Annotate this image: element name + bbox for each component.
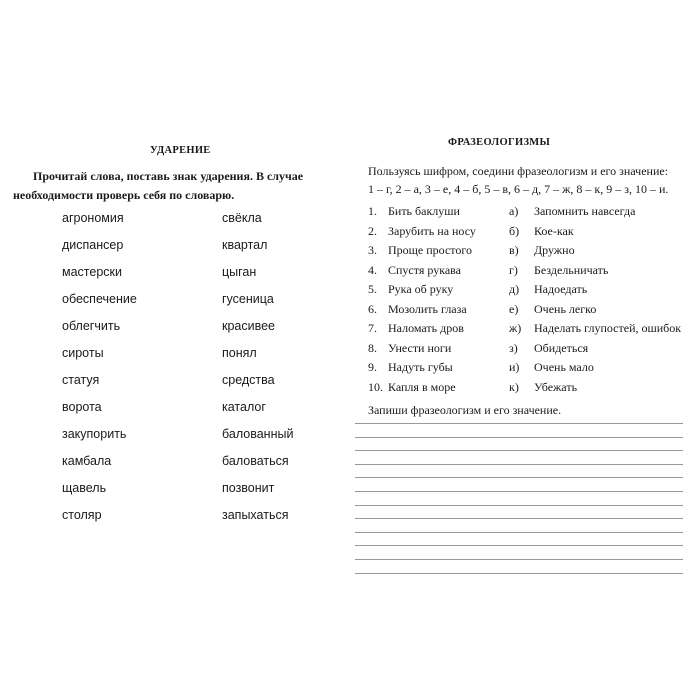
meaning-text: Запомнить навсегда	[534, 204, 636, 218]
meaning-letter: к)	[509, 379, 519, 394]
word-item: агрономия	[62, 211, 124, 225]
phrase-text: Спустя рукава	[388, 262, 462, 277]
writing-line	[355, 423, 683, 424]
word-item: камбала	[62, 454, 112, 468]
phrase-number: 2.	[368, 223, 377, 238]
writing-line	[355, 518, 683, 519]
writing-line	[355, 532, 683, 533]
phrase-number: 1.	[368, 204, 377, 218]
writing-line	[355, 491, 683, 492]
word-item: столяр	[62, 508, 102, 522]
meaning-letter: а)	[509, 204, 519, 218]
meaning-text: Кое-как	[534, 223, 574, 238]
phraseology-intro	[368, 162, 698, 198]
writing-line	[355, 505, 683, 506]
writing-line	[355, 573, 683, 574]
word-item: цыган	[222, 265, 257, 279]
word-item: статуя	[62, 373, 100, 387]
meaning-letter: в)	[509, 243, 519, 257]
meaning-text: Дружно	[534, 243, 575, 257]
phrase-text: Зарубить на носу	[388, 223, 476, 238]
phrase-number: 5.	[368, 282, 377, 296]
meaning-text: Наделать глупостей, ошибок	[534, 321, 682, 335]
word-item: красивее	[222, 319, 276, 333]
word-item: мастерски	[62, 265, 122, 279]
word-item: балованный	[222, 427, 294, 441]
stress-title: УДАРЕНИЕ	[150, 145, 211, 156]
phrase-text: Проще простого	[388, 243, 472, 257]
word-item: запыхаться	[222, 508, 289, 522]
phrase-number: 6.	[368, 301, 377, 316]
phrase-text: Надуть губы	[388, 360, 453, 374]
writing-line	[355, 464, 683, 465]
phrase-text: Наломать дров	[388, 321, 464, 335]
word-item: каталог	[222, 400, 266, 414]
meaning-text: Очень мало	[534, 360, 594, 374]
meaning-letter: г)	[509, 262, 518, 277]
meaning-letter: з)	[509, 340, 518, 355]
meaning-letter: д)	[509, 282, 520, 296]
meaning-text: Убежать	[534, 379, 578, 394]
cipher-line: 1 – г, 2 – а, 3 – е, 4 – б, 5 – в, 6 – д, 7 – ж, 8 – к, 9 – з, 10 – и.	[368, 182, 669, 196]
intro-line-1: Пользуясь шифром, соедини фразеологизм и его значение:	[368, 164, 669, 178]
meaning-text: Очень легко	[534, 301, 597, 316]
meaning-letter: ж)	[509, 321, 522, 335]
phrase-number: 3.	[368, 243, 377, 257]
phrase-text: Рука об руку	[388, 282, 454, 296]
phrase-text: Капля в море	[388, 379, 456, 394]
phrase-text: Унести ноги	[388, 340, 452, 355]
meaning-text: Надоедать	[534, 282, 588, 296]
word-item: гусеница	[222, 292, 274, 306]
word-item: квартал	[222, 238, 268, 252]
meaning-letter: б)	[509, 223, 520, 238]
meaning-letter: е)	[509, 301, 519, 316]
writing-line	[355, 450, 683, 451]
phrase-number: 7.	[368, 321, 377, 335]
writing-line	[355, 559, 683, 560]
word-item: щавель	[62, 481, 107, 495]
word-item: обеспечение	[62, 292, 137, 306]
writing-line	[355, 477, 683, 478]
phrase-number: 8.	[368, 340, 377, 355]
phrase-text: Бить баклуши	[388, 204, 460, 218]
word-item: понял	[222, 346, 257, 360]
phrase-number: 9.	[368, 360, 377, 374]
word-item: позвонит	[222, 481, 275, 495]
meaning-letter: и)	[509, 360, 520, 374]
write-instruction: Запиши фразеологизм и его значение.	[368, 403, 562, 417]
meaning-text: Бездельничать	[534, 262, 609, 277]
word-item: средства	[222, 373, 275, 387]
word-item: ворота	[62, 400, 102, 414]
writing-line	[355, 545, 683, 546]
meaning-text: Обидеться	[534, 340, 589, 355]
word-item: облегчить	[62, 319, 121, 333]
stress-instruction: Прочитай слова, поставь знак ударения. В случае необходимости проверь себя по словарю.	[13, 169, 304, 202]
phrase-number: 4.	[368, 262, 377, 277]
right-page	[350, 0, 700, 700]
phrase-number: 10.	[368, 379, 383, 394]
word-item: диспансер	[62, 238, 124, 252]
word-item: закупорить	[62, 427, 127, 441]
word-item: свёкла	[222, 211, 262, 225]
word-item: сироты	[62, 346, 104, 360]
word-item: баловаться	[222, 454, 289, 468]
writing-line	[355, 437, 683, 438]
phrase-text: Мозолить глаза	[388, 301, 467, 316]
phraseology-title: ФРАЗЕОЛОГИЗМЫ	[448, 137, 551, 148]
